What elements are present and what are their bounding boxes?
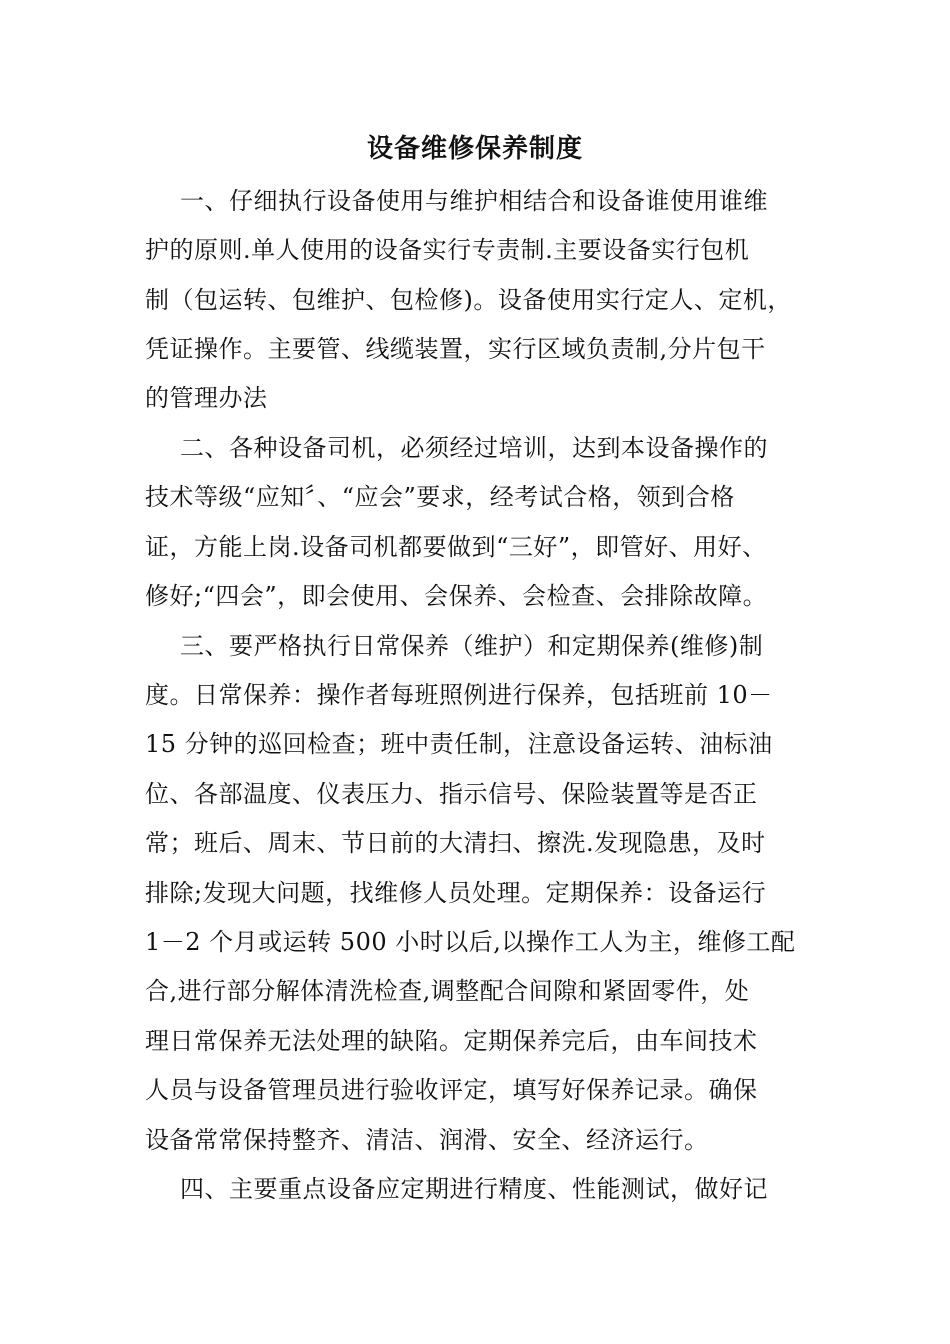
text-line: 设备常常保持整齐、清洁、润滑、安全、经济运行。 [145,1126,709,1154]
text-line: 位、各部温度、仪表压力、指示信号、保险装置等是否正 [145,780,758,808]
document-title: 设备维修保养制度 [366,134,583,164]
text-line: 15 分钟的巡回检查；班中责任制，注意设备运转、油标油 [145,730,773,758]
text-line: 修好;“四会”，即会使用、会保养、会检查、会排除故障。 [145,582,768,610]
text-line: 的管理办法 [145,384,268,412]
text-line: 常；班后、周末、节日前的大清扫、擦洗.发现隐患，及时 [145,829,766,857]
text-line: 二、各种设备司机，必须经过培训，达到本设备操作的 [180,434,768,462]
text-line: 证，方能上岗.设备司机都要做到“三好”，即管好、用好、 [145,533,767,561]
text-line: 制（包运转、包维护、包检修)。设备使用实行定人、定机， [145,286,792,314]
text-line: 三、要严格执行日常保养（维护）和定期保养(维修)制 [180,632,764,660]
text-line: 护的原则.单人使用的设备实行专责制.主要设备实行包机 [145,236,750,264]
text-line: 一、仔细执行设备使用与维护相结合和设备谁使用谁维 [180,187,768,215]
text-line: 技术等级“应知〞、“应会”要求，经考试合格，领到合格 [145,483,735,511]
text-line: 1－2 个月或运转 500 小时以后,以操作工人为主，维修工配 [145,928,796,956]
text-line: 人员与设备管理员进行验收评定，填写好保养记录。确保 [145,1076,758,1104]
text-line: 排除;发现大问题，找维修人员处理。定期保养：设备运行 [145,879,767,907]
text-line: 理日常保养无法处理的缺陷。定期保养完后，由车间技术 [145,1027,758,1055]
text-line: 凭证操作。主要管、线缆装置，实行区域负责制,分片包干 [145,335,766,363]
text-line: 四、主要重点设备应定期进行精度、性能测试，做好记 [180,1175,768,1203]
text-line: 度。日常保养：操作者每班照例进行保养，包括班前 10－ [145,681,773,709]
text-line: 合,进行部分解体清洗检查,调整配合间隙和紧固零件，处 [145,977,750,1005]
